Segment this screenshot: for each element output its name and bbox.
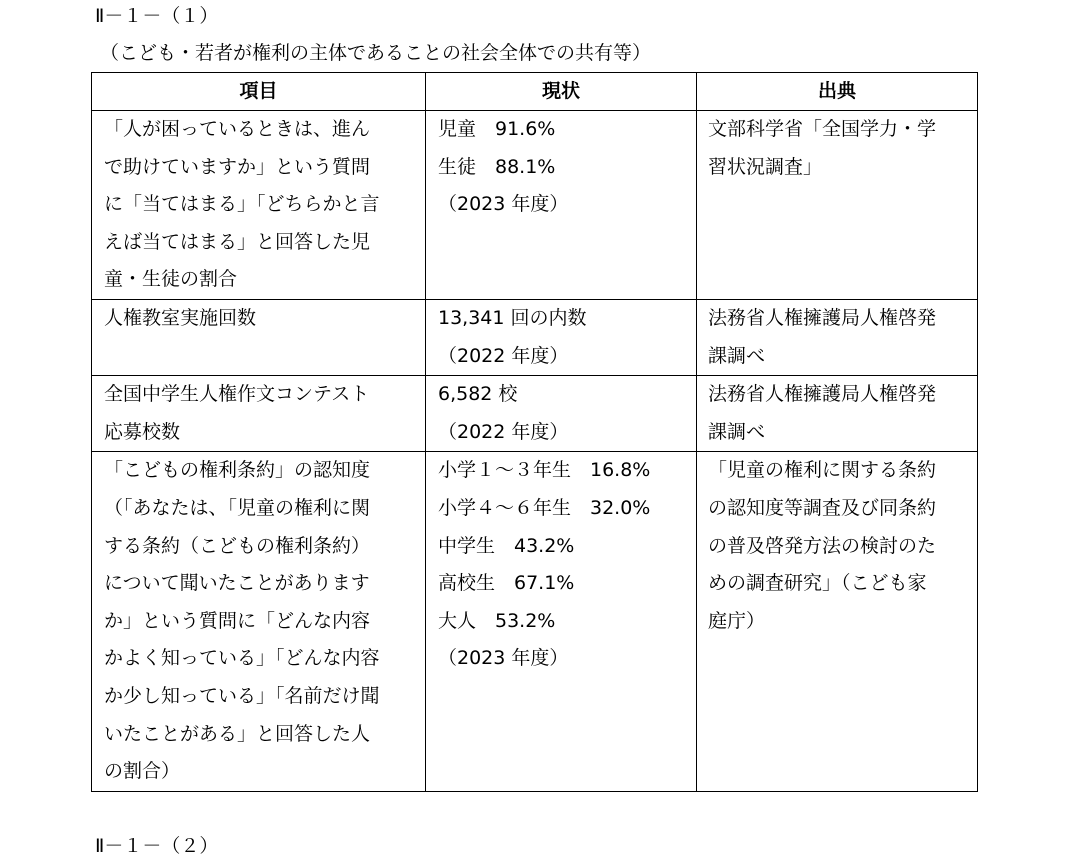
cell-line: 「児童の権利に関する条約: [708, 459, 937, 482]
cell-line: の普及啓発方法の検討のた: [708, 534, 937, 557]
cell-line: （2022 年度）: [438, 344, 569, 367]
cell-line: 高校生 67.1%: [438, 572, 575, 595]
table-row: [92, 111, 978, 300]
cell-line: 応募校数: [104, 420, 181, 443]
cell-status: [426, 300, 697, 376]
cell-line: 法務省人権擁護局人権啓発: [708, 383, 937, 406]
cell-line: 小学４～６年生 32.0%: [438, 496, 651, 519]
cell-source: [697, 300, 978, 376]
status-table: [91, 72, 978, 792]
cell-line: で助けていますか」という質問: [104, 155, 371, 178]
header-status: 現状: [426, 73, 697, 111]
section-subtitle-1: （こども・若者が権利の主体であることの社会全体での共有等）: [100, 42, 652, 64]
cell-line: かよく知っている」「どんな内容: [104, 647, 380, 670]
cell-line: （2022 年度）: [438, 420, 569, 443]
cell-line: 中学生 43.2%: [438, 534, 575, 557]
cell-source: [697, 452, 978, 791]
table-row: [92, 452, 978, 791]
cell-line: か」という質問に「どんな内容: [104, 609, 371, 632]
header-source: 出典: [697, 73, 978, 111]
cell-line: 課調べ: [708, 344, 766, 367]
cell-source: [697, 376, 978, 452]
section-heading-1: Ⅱ－１－（１）: [95, 5, 219, 27]
cell-item: [92, 376, 426, 452]
table-row: [92, 376, 978, 452]
cell-line: について聞いたことがあります: [104, 572, 370, 595]
cell-line: の割合）: [104, 760, 181, 783]
table-row: [92, 300, 978, 376]
cell-item: [92, 111, 426, 300]
cell-source: [697, 111, 978, 300]
cell-line: か少し知っている」「名前だけ聞: [104, 684, 380, 707]
cell-line: 課調べ: [708, 420, 766, 443]
cell-line: 小学１～３年生 16.8%: [438, 459, 651, 482]
cell-line: 児童 91.6%: [438, 118, 556, 140]
cell-line: 全国中学生人権作文コンテスト: [104, 383, 370, 406]
cell-line: 文部科学省「全国学力・学: [708, 118, 937, 140]
cell-line: 人権教室実施回数: [104, 307, 257, 329]
cell-line: 「こどもの権利条約」の認知度: [104, 459, 371, 482]
cell-line: 習状況調査」: [708, 155, 823, 178]
cell-line: 6,582 校: [438, 383, 518, 406]
cell-line: えば当てはまる」と回答した児: [104, 230, 371, 253]
cell-line: 庭庁）: [708, 609, 766, 632]
cell-line: （2023 年度）: [438, 647, 569, 670]
cell-line: いたことがある」と回答した人: [104, 722, 371, 745]
cell-line: 法務省人権擁護局人権啓発: [708, 307, 937, 329]
cell-line: （2023 年度）: [438, 193, 569, 216]
cell-line: 「人が困っているときは、進ん: [104, 118, 371, 140]
cell-line: めの調査研究」（こども家: [708, 572, 927, 595]
cell-item: [92, 300, 426, 376]
cell-line: に「当てはまる」「どちらかと言: [104, 193, 380, 216]
cell-line: する条約（こどもの権利条約）: [104, 534, 371, 557]
table-header-row: [92, 73, 978, 111]
cell-line: 童・生徒の割合: [104, 268, 238, 291]
cell-line: 大人 53.2%: [438, 609, 556, 632]
section-heading-2: Ⅱ－１－（２）: [95, 835, 219, 857]
cell-status: [426, 452, 697, 791]
cell-status: [426, 111, 697, 300]
cell-line: の認知度等調査及び同条約: [708, 496, 937, 519]
cell-line: 13,341 回の内数: [438, 307, 587, 329]
header-item: 項目: [92, 73, 426, 111]
cell-line: 生徒 88.1%: [438, 155, 556, 178]
cell-status: [426, 376, 697, 452]
cell-line: （「あなたは、「児童の権利に関: [104, 496, 371, 519]
cell-item: [92, 452, 426, 791]
